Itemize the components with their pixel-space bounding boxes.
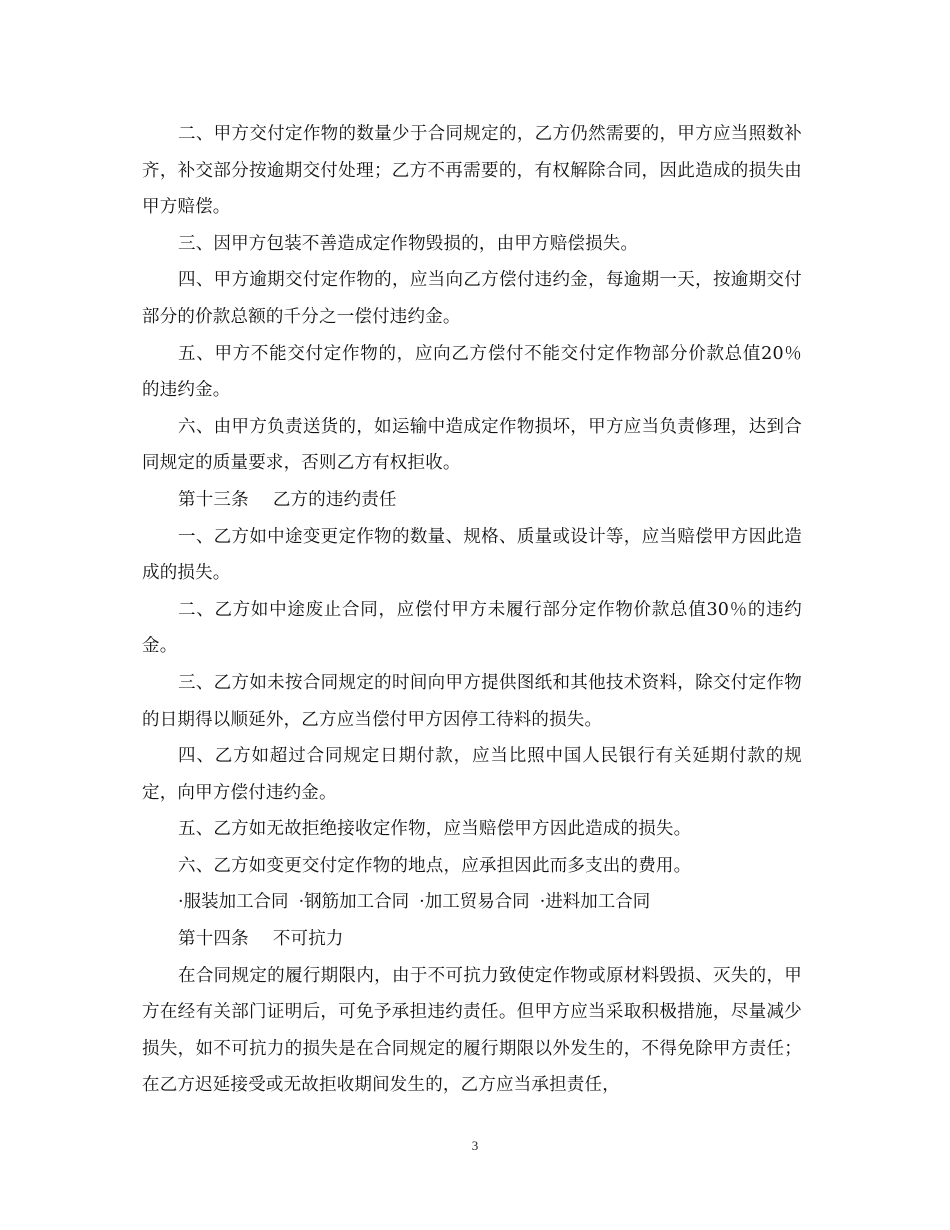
article-13-number: 第十三条 — [178, 489, 249, 510]
clause-paragraph: 三、因甲方包装不善造成定作物毁损的，由甲方赔偿损失。 — [178, 233, 639, 254]
article-14-title: 不可抗力 — [272, 929, 344, 950]
document-body — [142, 116, 802, 1104]
clause-paragraph: 五、乙方如无故拒绝接收定作物，应当赔偿甲方因此造成的损失。 — [178, 819, 692, 840]
clause-paragraph: 五、甲方不能交付定作物的，应向乙方偿付不能交付定作物部分价款总值20％的违约金。 — [142, 343, 802, 401]
related-links — [142, 884, 802, 921]
clause-paragraph: 在合同规定的履行期限内，由于不可抗力致使定作物或原材料毁损、灭失的，甲方在经有关部门证明后，可免予承担违约责任。但甲方应当采取积极措施，尽量减少损失，如不可抗力的损失是在合同规定的履行期限以外发生的，不得免除甲方责任；在乙方迟延接受或无故拒收期间发生的，乙方应当承担责任， — [142, 965, 802, 1096]
related-link-garment[interactable]: ·服装加工合同 — [178, 892, 289, 913]
related-link-rebar[interactable]: ·钢筋加工合同 — [298, 892, 410, 913]
clause-paragraph: 六、乙方如变更交付定作物的地点，应承担因此而多支出的费用。 — [178, 855, 692, 876]
clause-paragraph: 四、乙方如超过合同规定日期付款，应当比照中国人民银行有关延期付款的规定，向甲方偿付违约金。 — [142, 746, 802, 803]
clause-paragraph: 二、乙方如中途废止合同，应偿付甲方未履行部分定作物价款总值30％的违约金。 — [142, 599, 802, 657]
clause-paragraph: 二、甲方交付定作物的数量少于合同规定的，乙方仍然需要的，甲方应当照数补齐，补交部分按逾期交付处理；乙方不再需要的，有权解除合同，因此造成的损失由甲方赔偿。 — [142, 124, 802, 218]
article-14-heading — [142, 921, 802, 958]
related-link-imported-materials[interactable]: ·进料加工合同 — [539, 892, 651, 913]
article-14-number: 第十四条 — [178, 929, 249, 950]
clause-paragraph: 六、由甲方负责送货的，如运输中造成定作物损坏，甲方应当负责修理，达到合同规定的质量要求，否则乙方有权拒收。 — [142, 416, 802, 474]
article-13-title: 乙方的违约责任 — [272, 489, 397, 510]
page-number: 3 — [471, 1138, 479, 1153]
clause-paragraph: 一、乙方如中途变更定作物的数量、规格、质量或设计等，应当赔偿甲方因此造成的损失。 — [142, 526, 802, 584]
clause-paragraph: 三、乙方如未按合同规定的时间向甲方提供图纸和其他技术资料，除交付定作物的日期得以顺延外，乙方应当偿付甲方因停工待料的损失。 — [142, 672, 802, 730]
related-link-processing-trade[interactable]: ·加工贸易合同 — [419, 892, 530, 913]
article-13-heading — [142, 482, 802, 519]
clause-paragraph: 四、甲方逾期交付定作物的，应当向乙方偿付违约金，每逾期一天，按逾期交付部分的价款总额的千分之一偿付违约金。 — [142, 270, 802, 327]
